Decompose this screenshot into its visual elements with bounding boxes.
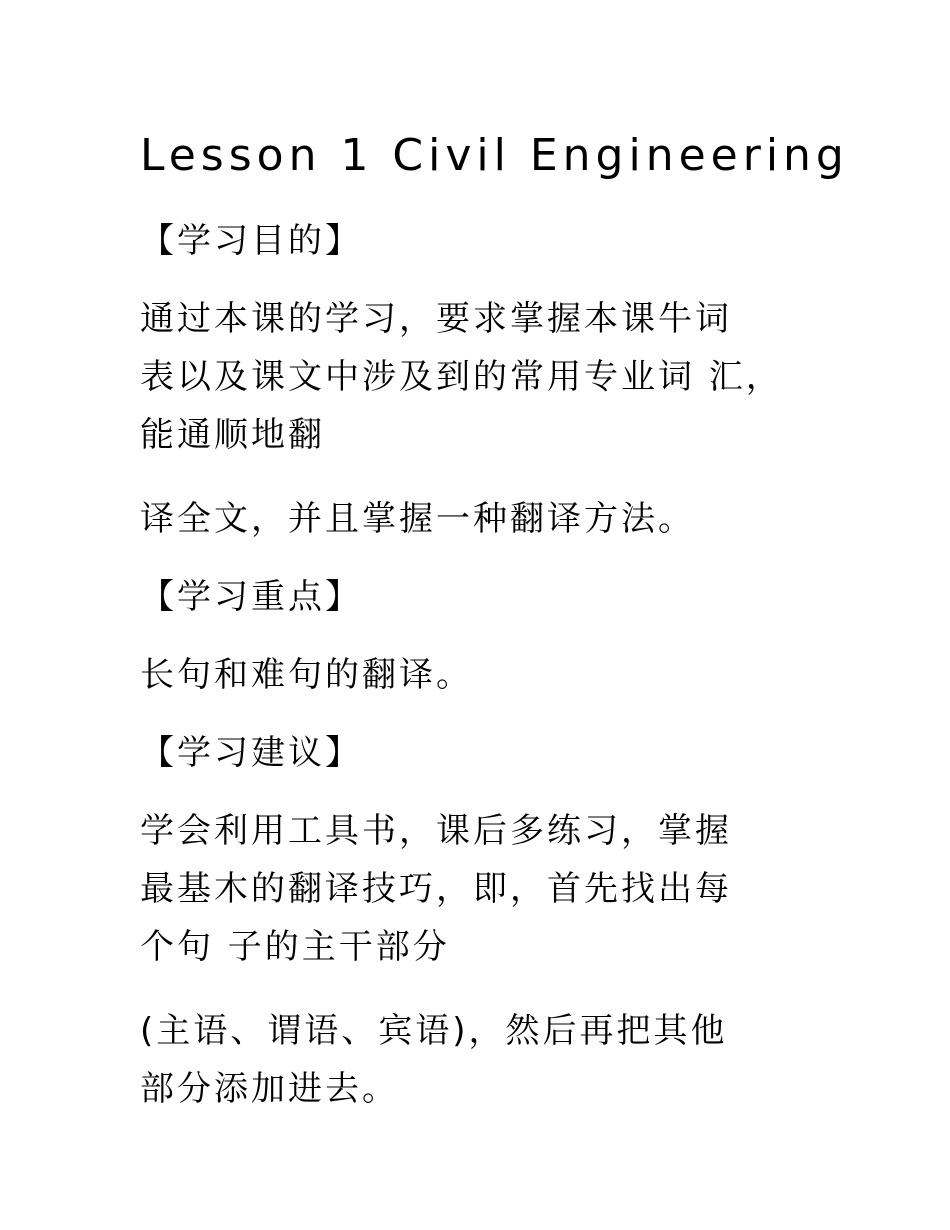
advice-continued-paragraph	[140, 1002, 840, 1118]
advice-line: 个句 子的主干部分	[140, 927, 450, 967]
advice-continued-line: (主语、谓语、宾语)，然后再把其他	[140, 1011, 728, 1051]
objective-paragraph	[140, 290, 840, 464]
advice-heading: 【学习建议】	[140, 733, 362, 773]
advice-line: 最基木的翻译技巧，即，首先找出每	[140, 869, 732, 909]
objective-line: 能通顺地翻	[140, 415, 325, 455]
objective-line: 表以及课文中涉及到的常用专业词 汇，	[140, 357, 783, 397]
advice-line: 学会利用工具书，课后多练习，掌握	[140, 811, 732, 851]
objective-line: 通过本课的学习，要求掌握本课牛词	[140, 299, 732, 339]
objective-continued-paragraph: 译全文，并且掌握一种翻译方法。	[140, 499, 695, 539]
focus-paragraph: 长句和难句的翻译。	[140, 655, 473, 695]
objective-heading: 【学习目的】	[140, 221, 362, 261]
advice-paragraph	[140, 802, 840, 976]
advice-continued-line: 部分添加进去。	[140, 1069, 399, 1109]
lesson-title: Lesson 1 Civil Engineering	[140, 130, 849, 181]
focus-heading: 【学习重点】	[140, 577, 362, 617]
